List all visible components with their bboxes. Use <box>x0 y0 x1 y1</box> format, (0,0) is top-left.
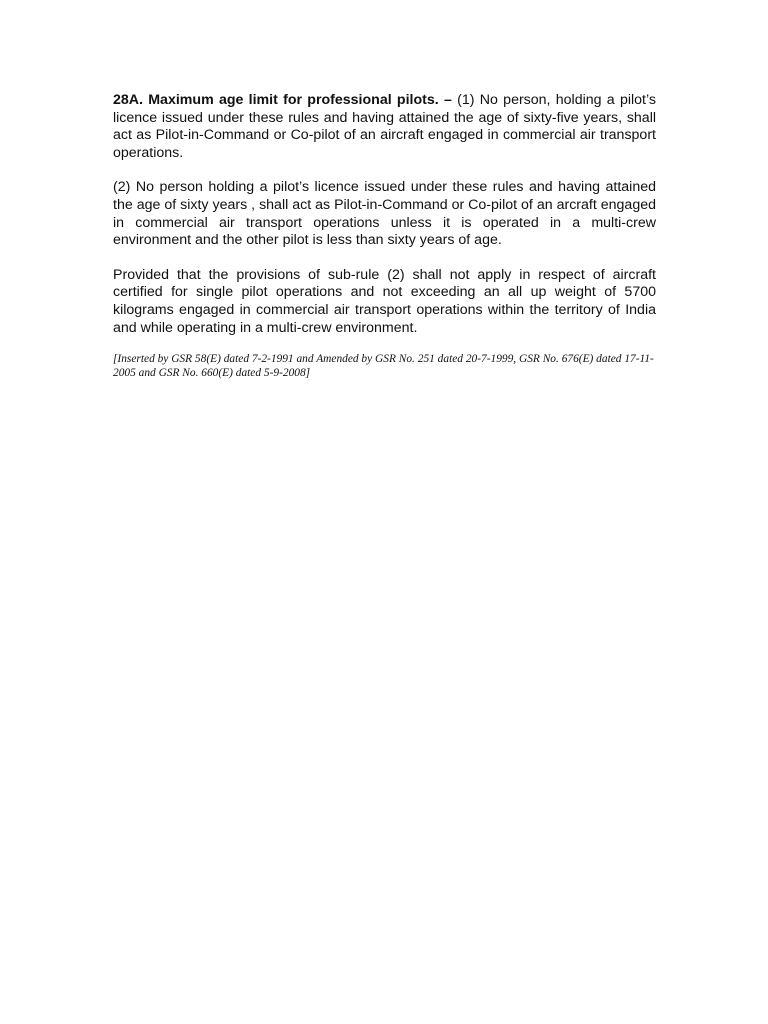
proviso-paragraph: Provided that the provisions of sub-rule (2) shall not apply in respect of aircraft certified for single pilot operations and not exceeding an all up weight of 5700 kilograms engaged in commercial air transport operations within the territory of India and while operating in a multi-crew environment. <box>113 266 656 336</box>
rule-28a-paragraph-1 <box>113 92 656 162</box>
amendment-footnote: [Inserted by GSR 58(E) dated 7-2-1991 and Amended by GSR No. 251 dated 20-7-1999, GSR No. 676(E) dated 17-11-2005 and GSR No. 660(E) dated 5-9-2008] <box>113 353 654 380</box>
section-heading: 28A. Maximum age limit for professional pilots. – <box>113 92 452 108</box>
rule-28a-paragraph-2: (2) No person holding a pilot’s licence issued under these rules and having attained the age of sixty years , shall act as Pilot-in-Command or Co-pilot of an arcraft engaged in commercial air transport operations unless it is operated in a multi-crew environment and the other pilot is less than sixty years of age. <box>113 179 656 249</box>
paragraph-1-text: (1) No person, holding a pilot’s licence issued under these rules and having attained the age of sixty-five years, shall act as Pilot-in-Command or Co-pilot of an aircraft engaged in commercial air transport operations. <box>113 92 656 161</box>
document-page <box>113 92 656 381</box>
